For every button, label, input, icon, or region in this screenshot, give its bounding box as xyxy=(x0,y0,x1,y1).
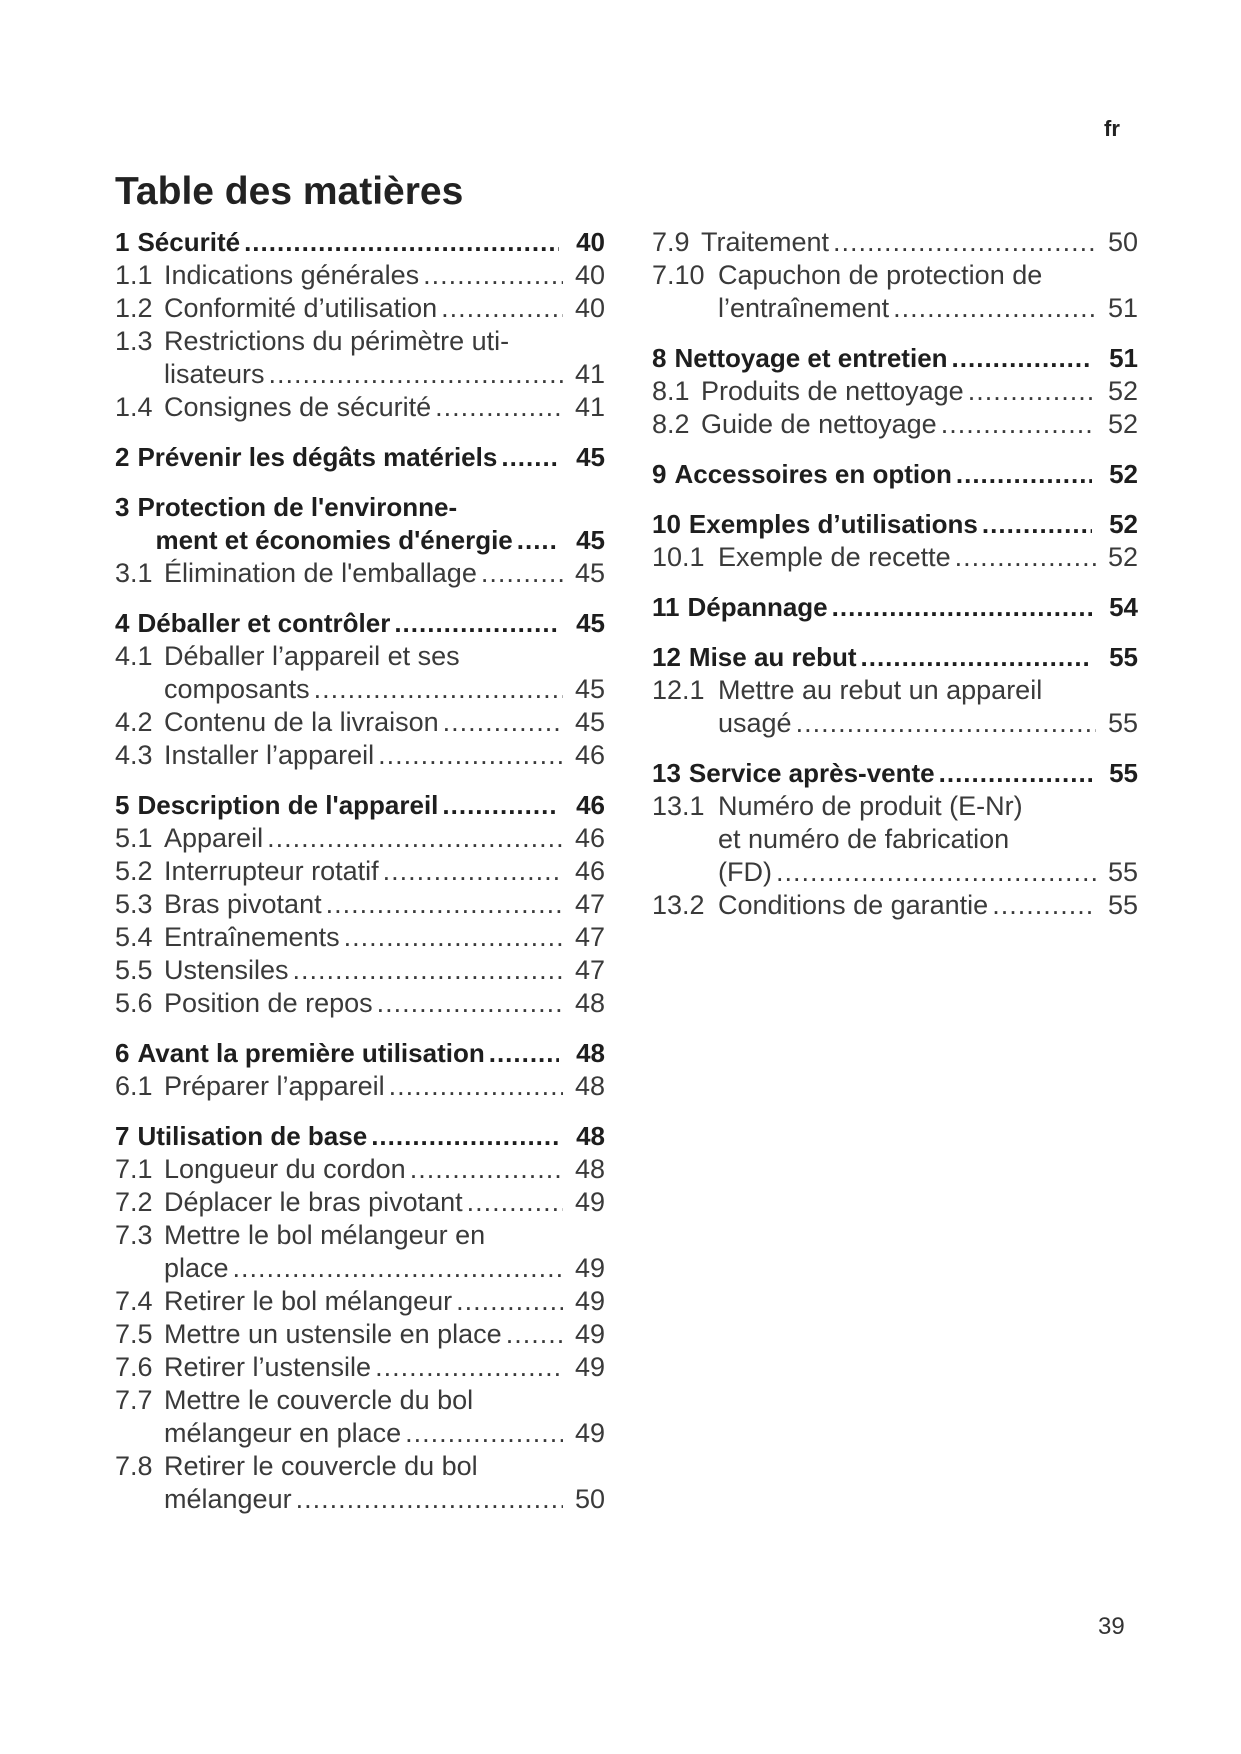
toc-entry-title: Longueur du cordon xyxy=(164,1154,406,1184)
dot-leader xyxy=(833,226,1096,259)
toc-entry-number: 1.4 xyxy=(115,392,153,422)
toc-entry-title: Installer l’appareil xyxy=(164,740,375,770)
toc-section-entry[interactable] xyxy=(652,674,1138,740)
toc-page-number: 48 xyxy=(574,988,605,1018)
dot-leader xyxy=(941,408,1096,441)
toc-entry-number: 7.2 xyxy=(115,1187,153,1217)
toc-entry-number: 4.3 xyxy=(115,740,153,770)
toc-chapter-entry[interactable] xyxy=(115,607,605,640)
toc-page-number: 49 xyxy=(574,1286,605,1316)
toc-entry-title: Interrupteur rotatif xyxy=(164,856,379,886)
dot-leader xyxy=(939,757,1092,790)
toc-page-number: 45 xyxy=(574,674,605,704)
dot-leader xyxy=(405,1417,563,1450)
toc-page-number: 40 xyxy=(576,227,605,257)
dot-leader xyxy=(326,888,563,921)
toc-entry-title: Guide de nettoyage xyxy=(701,409,937,439)
toc-section-entry[interactable] xyxy=(115,640,605,706)
toc-page-number: 52 xyxy=(1107,409,1138,439)
toc-entry-number: 7.5 xyxy=(115,1319,153,1349)
toc-entry-number: 4.1 xyxy=(115,641,153,671)
toc-page-number: 45 xyxy=(576,608,605,638)
dot-leader xyxy=(293,954,563,987)
toc-entry-title: composants xyxy=(164,674,310,704)
dot-leader xyxy=(442,789,559,822)
toc-section-entry[interactable] xyxy=(115,325,605,391)
toc-page-number: 46 xyxy=(574,740,605,770)
toc-section-entry[interactable] xyxy=(115,1153,605,1186)
toc-page-number: 52 xyxy=(1107,376,1138,406)
toc-entry-number: 7.8 xyxy=(115,1451,153,1481)
toc-column-left xyxy=(115,226,605,1533)
toc-entry-number: 13 xyxy=(652,758,681,788)
toc-entry-number: 5.1 xyxy=(115,823,153,853)
toc-entry-number: 9 xyxy=(652,459,667,489)
dot-leader xyxy=(832,591,1092,624)
toc-section-entry[interactable] xyxy=(115,1318,605,1351)
toc-page-number: 45 xyxy=(574,707,605,737)
toc-section-entry[interactable] xyxy=(115,1384,605,1450)
toc-page-number: 55 xyxy=(1107,890,1138,920)
toc-entry-title: Avant la première utilisation xyxy=(137,1038,485,1068)
toc-page-number: 51 xyxy=(1109,343,1138,373)
dot-leader xyxy=(314,673,563,706)
toc-page-number: 52 xyxy=(1109,459,1138,489)
toc-page-number: 55 xyxy=(1109,642,1138,672)
toc-entry-title: Retirer le bol mélangeur xyxy=(164,1286,453,1316)
toc-section-entry[interactable] xyxy=(115,1285,605,1318)
dot-leader xyxy=(441,292,563,325)
toc-chapter-entry[interactable] xyxy=(115,789,605,822)
dot-leader xyxy=(992,889,1096,922)
toc-page-number: 49 xyxy=(574,1187,605,1217)
toc-entry-title: Contenu de la livraison xyxy=(164,707,439,737)
toc-entry-title: Dépannage xyxy=(687,592,828,622)
toc-entry-number: 8 xyxy=(652,343,667,373)
dot-leader xyxy=(267,822,563,855)
toc-section-entry[interactable] xyxy=(115,1070,605,1103)
dot-leader xyxy=(377,987,563,1020)
toc-entry-number: 7.4 xyxy=(115,1286,153,1316)
toc-entry-number: 12.1 xyxy=(652,675,705,705)
toc-section-entry[interactable] xyxy=(652,790,1138,889)
toc-group xyxy=(652,641,1138,740)
toc-entry-title: Exemple de recette xyxy=(718,542,951,572)
toc-page-number: 55 xyxy=(1107,708,1138,738)
toc-page-number: 55 xyxy=(1109,758,1138,788)
toc-group xyxy=(652,757,1138,922)
toc-entry-title: Nettoyage et entretien xyxy=(674,343,948,373)
toc-entry-number: 13.2 xyxy=(652,890,705,920)
toc-entry-number: 7.1 xyxy=(115,1154,153,1184)
toc-entry-title: et numéro de fabrication xyxy=(718,824,1010,854)
toc-entry-title: Accessoires en option xyxy=(674,459,952,489)
toc-entry-number: 7 xyxy=(115,1121,130,1151)
dot-leader xyxy=(796,707,1096,740)
toc-group xyxy=(115,441,605,474)
toc-entry-number: 7.7 xyxy=(115,1385,153,1415)
dot-leader xyxy=(296,1483,563,1516)
toc-chapter-entry[interactable] xyxy=(115,491,605,557)
toc-entry-number: 6.1 xyxy=(115,1071,153,1101)
toc-page-number: 41 xyxy=(574,359,605,389)
toc-entry-title: Bras pivotant xyxy=(164,889,322,919)
toc-page-number: 49 xyxy=(574,1253,605,1283)
toc-section-entry[interactable] xyxy=(652,408,1138,441)
toc-entry-number: 2 xyxy=(115,442,130,472)
toc-page-number: 52 xyxy=(1109,509,1138,539)
toc-entry-title: Conditions de garantie xyxy=(718,890,989,920)
toc-entry-number: 1.2 xyxy=(115,293,153,323)
toc-group xyxy=(115,1120,605,1516)
toc-section-entry[interactable] xyxy=(115,822,605,855)
toc-entry-title: Retirer l’ustensile xyxy=(164,1352,372,1382)
toc-page-number: 40 xyxy=(574,260,605,290)
dot-leader xyxy=(776,856,1096,889)
toc-entry-title: Protection de l'environne- xyxy=(137,492,458,522)
toc-entry-title: Déplacer le bras pivotant xyxy=(164,1187,463,1217)
toc-page-number: 48 xyxy=(574,1071,605,1101)
toc-section-entry[interactable] xyxy=(115,1219,605,1285)
toc-entry-number: 8.2 xyxy=(652,409,690,439)
dot-leader xyxy=(410,1153,563,1186)
toc-page-number: 46 xyxy=(574,856,605,886)
toc-section-entry[interactable] xyxy=(115,1351,605,1384)
toc-entry-title: Mettre le couvercle du bol xyxy=(164,1385,474,1415)
toc-page-number: 45 xyxy=(574,558,605,588)
toc-entry-number: 7.9 xyxy=(652,227,690,257)
toc-chapter-entry[interactable] xyxy=(115,1037,605,1070)
toc-entry-number: 7.6 xyxy=(115,1352,153,1382)
toc-section-entry[interactable] xyxy=(115,1186,605,1219)
toc-entry-title: Description de l'appareil xyxy=(137,790,439,820)
toc-page-number: 41 xyxy=(574,392,605,422)
toc-entry-number: 1 xyxy=(115,227,130,257)
dot-leader xyxy=(861,641,1092,674)
toc-entry-number: 8.1 xyxy=(652,376,690,406)
toc-section-entry[interactable] xyxy=(115,706,605,739)
page-number: 39 xyxy=(1098,1613,1125,1640)
toc-section-entry[interactable] xyxy=(115,987,605,1020)
toc-entry-title: Prévenir les dégâts matériels xyxy=(137,442,498,472)
dot-leader xyxy=(443,706,563,739)
toc-entry-title: usagé xyxy=(718,708,792,738)
dot-leader xyxy=(489,1037,559,1070)
dot-leader xyxy=(394,607,559,640)
toc-page-number: 46 xyxy=(574,823,605,853)
toc-chapter-entry[interactable] xyxy=(652,458,1138,491)
toc-page-number: 50 xyxy=(574,1484,605,1514)
dot-leader xyxy=(952,342,1092,375)
toc-page-number: 45 xyxy=(576,442,605,472)
toc-page-number: 49 xyxy=(574,1418,605,1448)
toc-section-entry[interactable] xyxy=(115,391,605,424)
toc-section-entry[interactable] xyxy=(115,954,605,987)
dot-leader xyxy=(389,1070,563,1103)
toc-page-number: 48 xyxy=(576,1038,605,1068)
toc-entry-title: Mise au rebut xyxy=(688,642,857,672)
toc-page-number: 51 xyxy=(1107,293,1138,323)
dot-leader xyxy=(375,1351,563,1384)
toc-entry-number: 10.1 xyxy=(652,542,705,572)
dot-leader xyxy=(956,458,1092,491)
toc-entry-title: Exemples d’utilisations xyxy=(688,509,978,539)
toc-entry-title: Service après-vente xyxy=(688,758,935,788)
toc-chapter-entry[interactable] xyxy=(115,1120,605,1153)
toc-entry-title: place xyxy=(164,1253,229,1283)
toc-entry-number: 5.5 xyxy=(115,955,153,985)
dot-leader xyxy=(893,292,1096,325)
toc-group xyxy=(115,226,605,424)
page-title: Table des matières xyxy=(115,170,464,213)
toc-entry-title: Déballer et contrôler xyxy=(137,608,391,638)
toc-entry-title: Mettre un ustensile en place xyxy=(164,1319,502,1349)
dot-leader xyxy=(435,391,563,424)
dot-leader xyxy=(955,541,1096,574)
toc-page-number: 50 xyxy=(1107,227,1138,257)
dot-leader xyxy=(982,508,1092,541)
toc-section-entry[interactable] xyxy=(652,226,1138,259)
toc-entry-title: Entraînements xyxy=(164,922,340,952)
toc-page-number: 47 xyxy=(574,955,605,985)
toc-entry-number: 5.4 xyxy=(115,922,153,952)
toc-section-entry[interactable] xyxy=(115,888,605,921)
toc-section-entry[interactable] xyxy=(115,259,605,292)
toc-entry-title: mélangeur xyxy=(164,1484,292,1514)
toc-section-entry[interactable] xyxy=(115,292,605,325)
toc-page-number: 45 xyxy=(576,525,605,555)
toc-entry-number: 3 xyxy=(115,492,130,522)
toc-entry-title: Ustensiles xyxy=(164,955,289,985)
dot-leader xyxy=(378,739,563,772)
toc-page-number: 47 xyxy=(574,922,605,952)
toc-entry-title: Utilisation de base xyxy=(137,1121,368,1151)
toc-entry-title: Produits de nettoyage xyxy=(701,376,964,406)
toc-entry-title: Capuchon de protection de xyxy=(718,260,1043,290)
toc-chapter-entry[interactable] xyxy=(115,226,605,259)
toc-entry-number: 5 xyxy=(115,790,130,820)
toc-page-number: 54 xyxy=(1109,592,1138,622)
toc-page-number: 52 xyxy=(1107,542,1138,572)
language-tag: fr xyxy=(1104,116,1120,141)
toc-entry-number: 5.6 xyxy=(115,988,153,1018)
toc-entry-number: 1.3 xyxy=(115,326,153,356)
toc-page-number: 48 xyxy=(576,1121,605,1151)
toc-entry-title: Consignes de sécurité xyxy=(164,392,432,422)
toc-group xyxy=(115,491,605,590)
toc-group xyxy=(115,1037,605,1103)
dot-leader xyxy=(506,1318,563,1351)
toc-entry-title: lisateurs xyxy=(164,359,265,389)
toc-chapter-entry[interactable] xyxy=(652,641,1138,674)
toc-entry-title: Conformité d’utilisation xyxy=(164,293,438,323)
toc-page-number: 46 xyxy=(576,790,605,820)
toc-entry-title: Élimination de l'emballage xyxy=(164,558,477,588)
toc-entry-number: 5.3 xyxy=(115,889,153,919)
toc-entry-title: Numéro de produit (E-Nr) xyxy=(718,791,1023,821)
toc-entry-number: 7.10 xyxy=(652,260,705,290)
toc-group xyxy=(652,508,1138,574)
toc-group xyxy=(115,789,605,1020)
toc-chapter-entry[interactable] xyxy=(652,757,1138,790)
toc-chapter-entry[interactable] xyxy=(652,508,1138,541)
toc-page-number: 49 xyxy=(574,1319,605,1349)
toc-entry-number: 4.2 xyxy=(115,707,153,737)
toc-entry-title: (FD) xyxy=(718,857,772,887)
toc-chapter-entry[interactable] xyxy=(652,342,1138,375)
toc-entry-number: 12 xyxy=(652,642,681,672)
toc-entry-number: 7.3 xyxy=(115,1220,153,1250)
toc-entry-title: ment et économies d'énergie xyxy=(155,525,513,555)
toc-page-number: 47 xyxy=(574,889,605,919)
toc-entry-number: 13.1 xyxy=(652,791,705,821)
toc-entry-title: Position de repos xyxy=(164,988,373,1018)
toc-section-entry[interactable] xyxy=(115,739,605,772)
dot-leader xyxy=(467,1186,563,1219)
toc-entry-number: 4 xyxy=(115,608,130,638)
dot-leader xyxy=(371,1120,559,1153)
toc-chapter-entry[interactable] xyxy=(115,441,605,474)
toc-section-entry[interactable] xyxy=(115,921,605,954)
toc-entry-title: Appareil xyxy=(164,823,264,853)
toc-page-number: 40 xyxy=(574,293,605,323)
toc-entry-number: 6 xyxy=(115,1038,130,1068)
toc-group xyxy=(115,607,605,772)
dot-leader xyxy=(456,1285,563,1318)
dot-leader xyxy=(233,1252,563,1285)
dot-leader xyxy=(501,441,559,474)
toc-section-entry[interactable] xyxy=(115,855,605,888)
toc-entry-title: Restrictions du périmètre uti- xyxy=(164,326,510,356)
toc-entry-title: Déballer l’appareil et ses xyxy=(164,641,460,671)
toc-entry-title: Traitement xyxy=(701,227,830,257)
toc-section-entry[interactable] xyxy=(652,889,1138,922)
toc-entry-title: Mettre le bol mélangeur en xyxy=(164,1220,486,1250)
toc-entry-number: 1.1 xyxy=(115,260,153,290)
toc-entry-title: Sécurité xyxy=(137,227,241,257)
toc-entry-title: l’entraînement xyxy=(718,293,890,323)
dot-leader xyxy=(517,524,559,557)
toc-page-number: 55 xyxy=(1107,857,1138,887)
toc-section-entry[interactable] xyxy=(115,557,605,590)
toc-column-right xyxy=(652,226,1138,939)
toc-entry-title: Préparer l’appareil xyxy=(164,1071,385,1101)
toc-entry-number: 11 xyxy=(652,592,680,622)
toc-group xyxy=(652,458,1138,491)
toc-page-number: 48 xyxy=(574,1154,605,1184)
toc-entry-number: 3.1 xyxy=(115,558,153,588)
toc-entry-title: Retirer le couvercle du bol xyxy=(164,1451,478,1481)
toc-section-entry[interactable] xyxy=(652,375,1138,408)
toc-chapter-entry[interactable] xyxy=(652,591,1138,624)
toc-entry-number: 10 xyxy=(652,509,681,539)
toc-entry-title: mélangeur en place xyxy=(164,1418,402,1448)
toc-entry-title: Indications générales xyxy=(164,260,420,290)
dot-leader xyxy=(481,557,563,590)
dot-leader xyxy=(968,375,1096,408)
dot-leader xyxy=(269,358,563,391)
toc-section-entry[interactable] xyxy=(652,541,1138,574)
toc-group xyxy=(652,342,1138,441)
toc-group xyxy=(652,226,1138,325)
dot-leader xyxy=(344,921,563,954)
toc-entry-title: Mettre au rebut un appareil xyxy=(718,675,1043,705)
toc-section-entry[interactable] xyxy=(115,1450,605,1516)
toc-group xyxy=(652,591,1138,624)
dot-leader xyxy=(423,259,563,292)
toc-entry-number: 5.2 xyxy=(115,856,153,886)
dot-leader xyxy=(244,226,559,259)
toc-page-number: 49 xyxy=(574,1352,605,1382)
dot-leader xyxy=(383,855,563,888)
toc-section-entry[interactable] xyxy=(652,259,1138,325)
